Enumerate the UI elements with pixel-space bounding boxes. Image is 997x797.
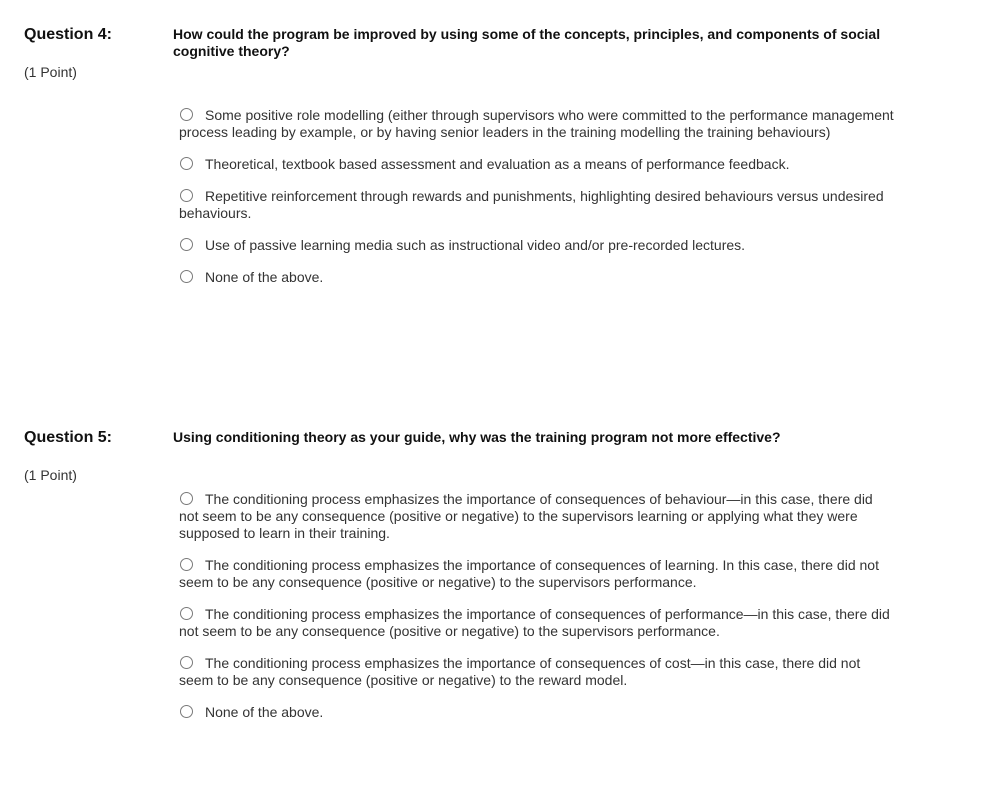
option-text: The conditioning process emphasizes the importance of consequences of learning. In this case, there did not seem to be any consequence (positive or negative) to the supervisors performance.: [179, 557, 879, 590]
answer-option[interactable]: [179, 557, 894, 591]
answer-option[interactable]: [179, 237, 894, 254]
question-points: (1 Point): [24, 467, 77, 483]
radio-button-icon[interactable]: [180, 656, 193, 669]
radio-button-icon[interactable]: [180, 705, 193, 718]
answer-option[interactable]: [179, 704, 894, 721]
radio-button-icon[interactable]: [180, 157, 193, 170]
answer-option[interactable]: [179, 188, 894, 222]
answer-option[interactable]: [179, 655, 894, 689]
radio-button-icon[interactable]: [180, 108, 193, 121]
radio-button-icon[interactable]: [180, 607, 193, 620]
option-text: Theoretical, textbook based assessment and evaluation as a means of performance feedback.: [205, 156, 790, 172]
option-text: The conditioning process emphasizes the importance of consequences of cost—in this case, there did not seem to be any consequence (positive or negative) to the reward model.: [179, 655, 861, 688]
answer-option[interactable]: [179, 269, 894, 286]
question-label: Question 5:: [24, 429, 113, 446]
answer-options: [179, 491, 894, 736]
answer-option[interactable]: [179, 156, 894, 173]
radio-button-icon[interactable]: [180, 238, 193, 251]
option-text: Repetitive reinforcement through rewards and punishments, highlighting desired behaviours versus undesired behaviours.: [179, 188, 884, 221]
question-points: (1 Point): [24, 64, 77, 80]
answer-option[interactable]: [179, 107, 894, 141]
radio-button-icon[interactable]: [180, 558, 193, 571]
radio-button-icon[interactable]: [180, 189, 193, 202]
option-text: The conditioning process emphasizes the importance of consequences of behaviour—in this case, there did not seem to be any consequence (positive or negative) to the supervisors learning or applying what they were supposed to learn in their training.: [179, 491, 873, 541]
radio-button-icon[interactable]: [180, 270, 193, 283]
answer-options: [179, 107, 894, 301]
option-text: None of the above.: [205, 704, 324, 720]
answer-option[interactable]: [179, 491, 894, 542]
option-text: Use of passive learning media such as instructional video and/or pre-recorded lectures.: [205, 237, 746, 253]
option-text: None of the above.: [205, 269, 324, 285]
answer-option[interactable]: [179, 606, 894, 640]
question-label: Question 4:: [24, 26, 113, 43]
option-text: Some positive role modelling (either through supervisors who were committed to the performance management process leading by example, or by having senior leaders in the training modelling the training behaviours): [179, 107, 894, 140]
radio-button-icon[interactable]: [180, 492, 193, 505]
option-text: The conditioning process emphasizes the importance of consequences of performance—in this case, there did not seem to be any consequence (positive or negative) to the supervisors performance.: [179, 606, 890, 639]
question-text: Using conditioning theory as your guide, why was the training program not more effective?: [173, 429, 781, 445]
question-text: How could the program be improved by using some of the concepts, principles, and components of social cognitive theory?: [173, 26, 881, 59]
